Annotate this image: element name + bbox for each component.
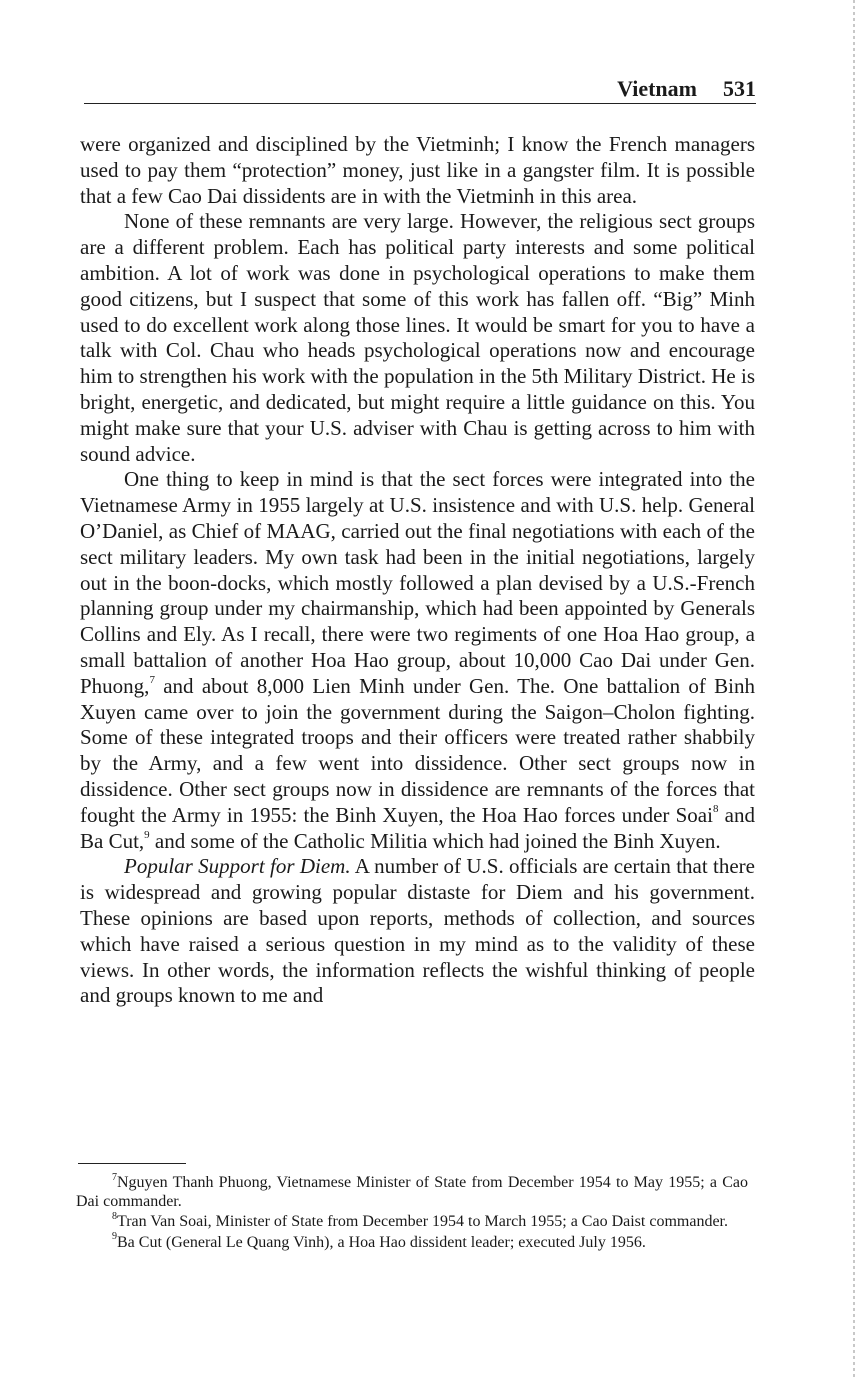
footnotes xyxy=(76,1171,748,1254)
paragraph-2: None of these remnants are very large. However, the religious sect groups are a different problem. Each has political party interests and some political ambition. A lot of work was done in psychological operations to make them good citizens, but I suspect that some of this work has fallen off. “Big” Minh used to do excellent work along those lines. It would be smart for you to have a talk with Col. Chau who heads psychological operations now and encourage him to strengthen his work with the population in the 5th Military District. He is bright, energetic, and dedicated, but might require a little guidance on this. You might make sure that your U.S. adviser with Chau is getting across to him with sound advice. xyxy=(80,209,755,466)
paragraph-4 xyxy=(80,854,755,1009)
footnote-mark: 8 xyxy=(112,1210,117,1222)
running-title: Vietnam xyxy=(617,76,697,101)
footnote-rule xyxy=(78,1163,186,1164)
paragraph-4-text: A number of U.S. officials are certain that there is widespread and growing popular distaste for Diem and his government. These opinions are based upon reports, methods of collection, and sources which have raised a serious question in my mind as to the validity of these views. In other words, the information reflects the wishful thinking of people and groups known to me and xyxy=(80,854,755,1008)
footnote-text: Nguyen Thanh Phuong, Vietnamese Minister of State from December 1954 to May 1955; a Cao Dai commander. xyxy=(76,1174,748,1210)
paragraph-3-text-a: One thing to keep in mind is that the sect forces were integrated into the Vietnamese Army in 1955 largely at U.S. insistence and with U.S. help. General O’Daniel, as Chief of MAAG, carried out the final negotiations with each of the sect military leaders. My own task had been in the initial negotiations, largely out in the boon-docks, which mostly followed a plan devised by a U.S.-French planning group under my chairmanship, which had been appointed by Generals Collins and Ely. As I recall, there were two regiments of one Hoa Hao group, a small battalion of another Hoa Hao group, about 10,000 Cao Dai under Gen. Phuong, xyxy=(80,467,755,698)
paragraph-3-text-b: and about 8,000 Lien Minh under Gen. The. One battalion of Binh Xuyen came over to join the government during the Saigon–Cholon fighting. Some of these integrated troops and their officers were treated rather shabbily by the Army, and a few went into dissidence. Other sect groups now in dissidence. Other sect groups now in dissidence are remnants of the forces that fought the Army in 1955: the Binh Xuyen, the Hoa Hao forces under Soai xyxy=(80,673,755,827)
footnote-7 xyxy=(76,1171,748,1211)
footnote-ref-7: 7 xyxy=(149,673,155,686)
paragraph-3-text-d: and some of the Catholic Militia which had joined the Binh Xuyen. xyxy=(149,828,721,853)
footnote-ref-9: 9 xyxy=(144,828,150,841)
running-header xyxy=(84,76,756,102)
page-number: 531 xyxy=(723,76,756,101)
footnote-9 xyxy=(76,1231,748,1253)
paragraph-3 xyxy=(80,467,755,854)
header-rule xyxy=(84,103,756,104)
paragraph-3-text-c: and Ba Cut, xyxy=(80,802,755,853)
footnote-mark: 7 xyxy=(112,1171,117,1183)
body-text xyxy=(80,132,755,1009)
page-edge xyxy=(853,0,855,1380)
footnote-8 xyxy=(76,1210,748,1232)
section-heading: Popular Support for Diem. xyxy=(124,854,351,879)
footnote-mark: 9 xyxy=(112,1231,117,1243)
footnote-ref-8: 8 xyxy=(712,802,719,815)
footnote-text: Tran Van Soai, Minister of State from December 1954 to March 1955; a Cao Daist commander. xyxy=(117,1213,728,1230)
footnote-text: Ba Cut (General Le Quang Vinh), a Hoa Hao dissident leader; executed July 1956. xyxy=(117,1233,646,1251)
paragraph-1: were organized and disciplined by the Vietminh; I know the French managers used to pay them “protection” money, just like in a gangster film. It is possible that a few Cao Dai dissidents are in with the Vietminh in this area. xyxy=(80,132,755,208)
